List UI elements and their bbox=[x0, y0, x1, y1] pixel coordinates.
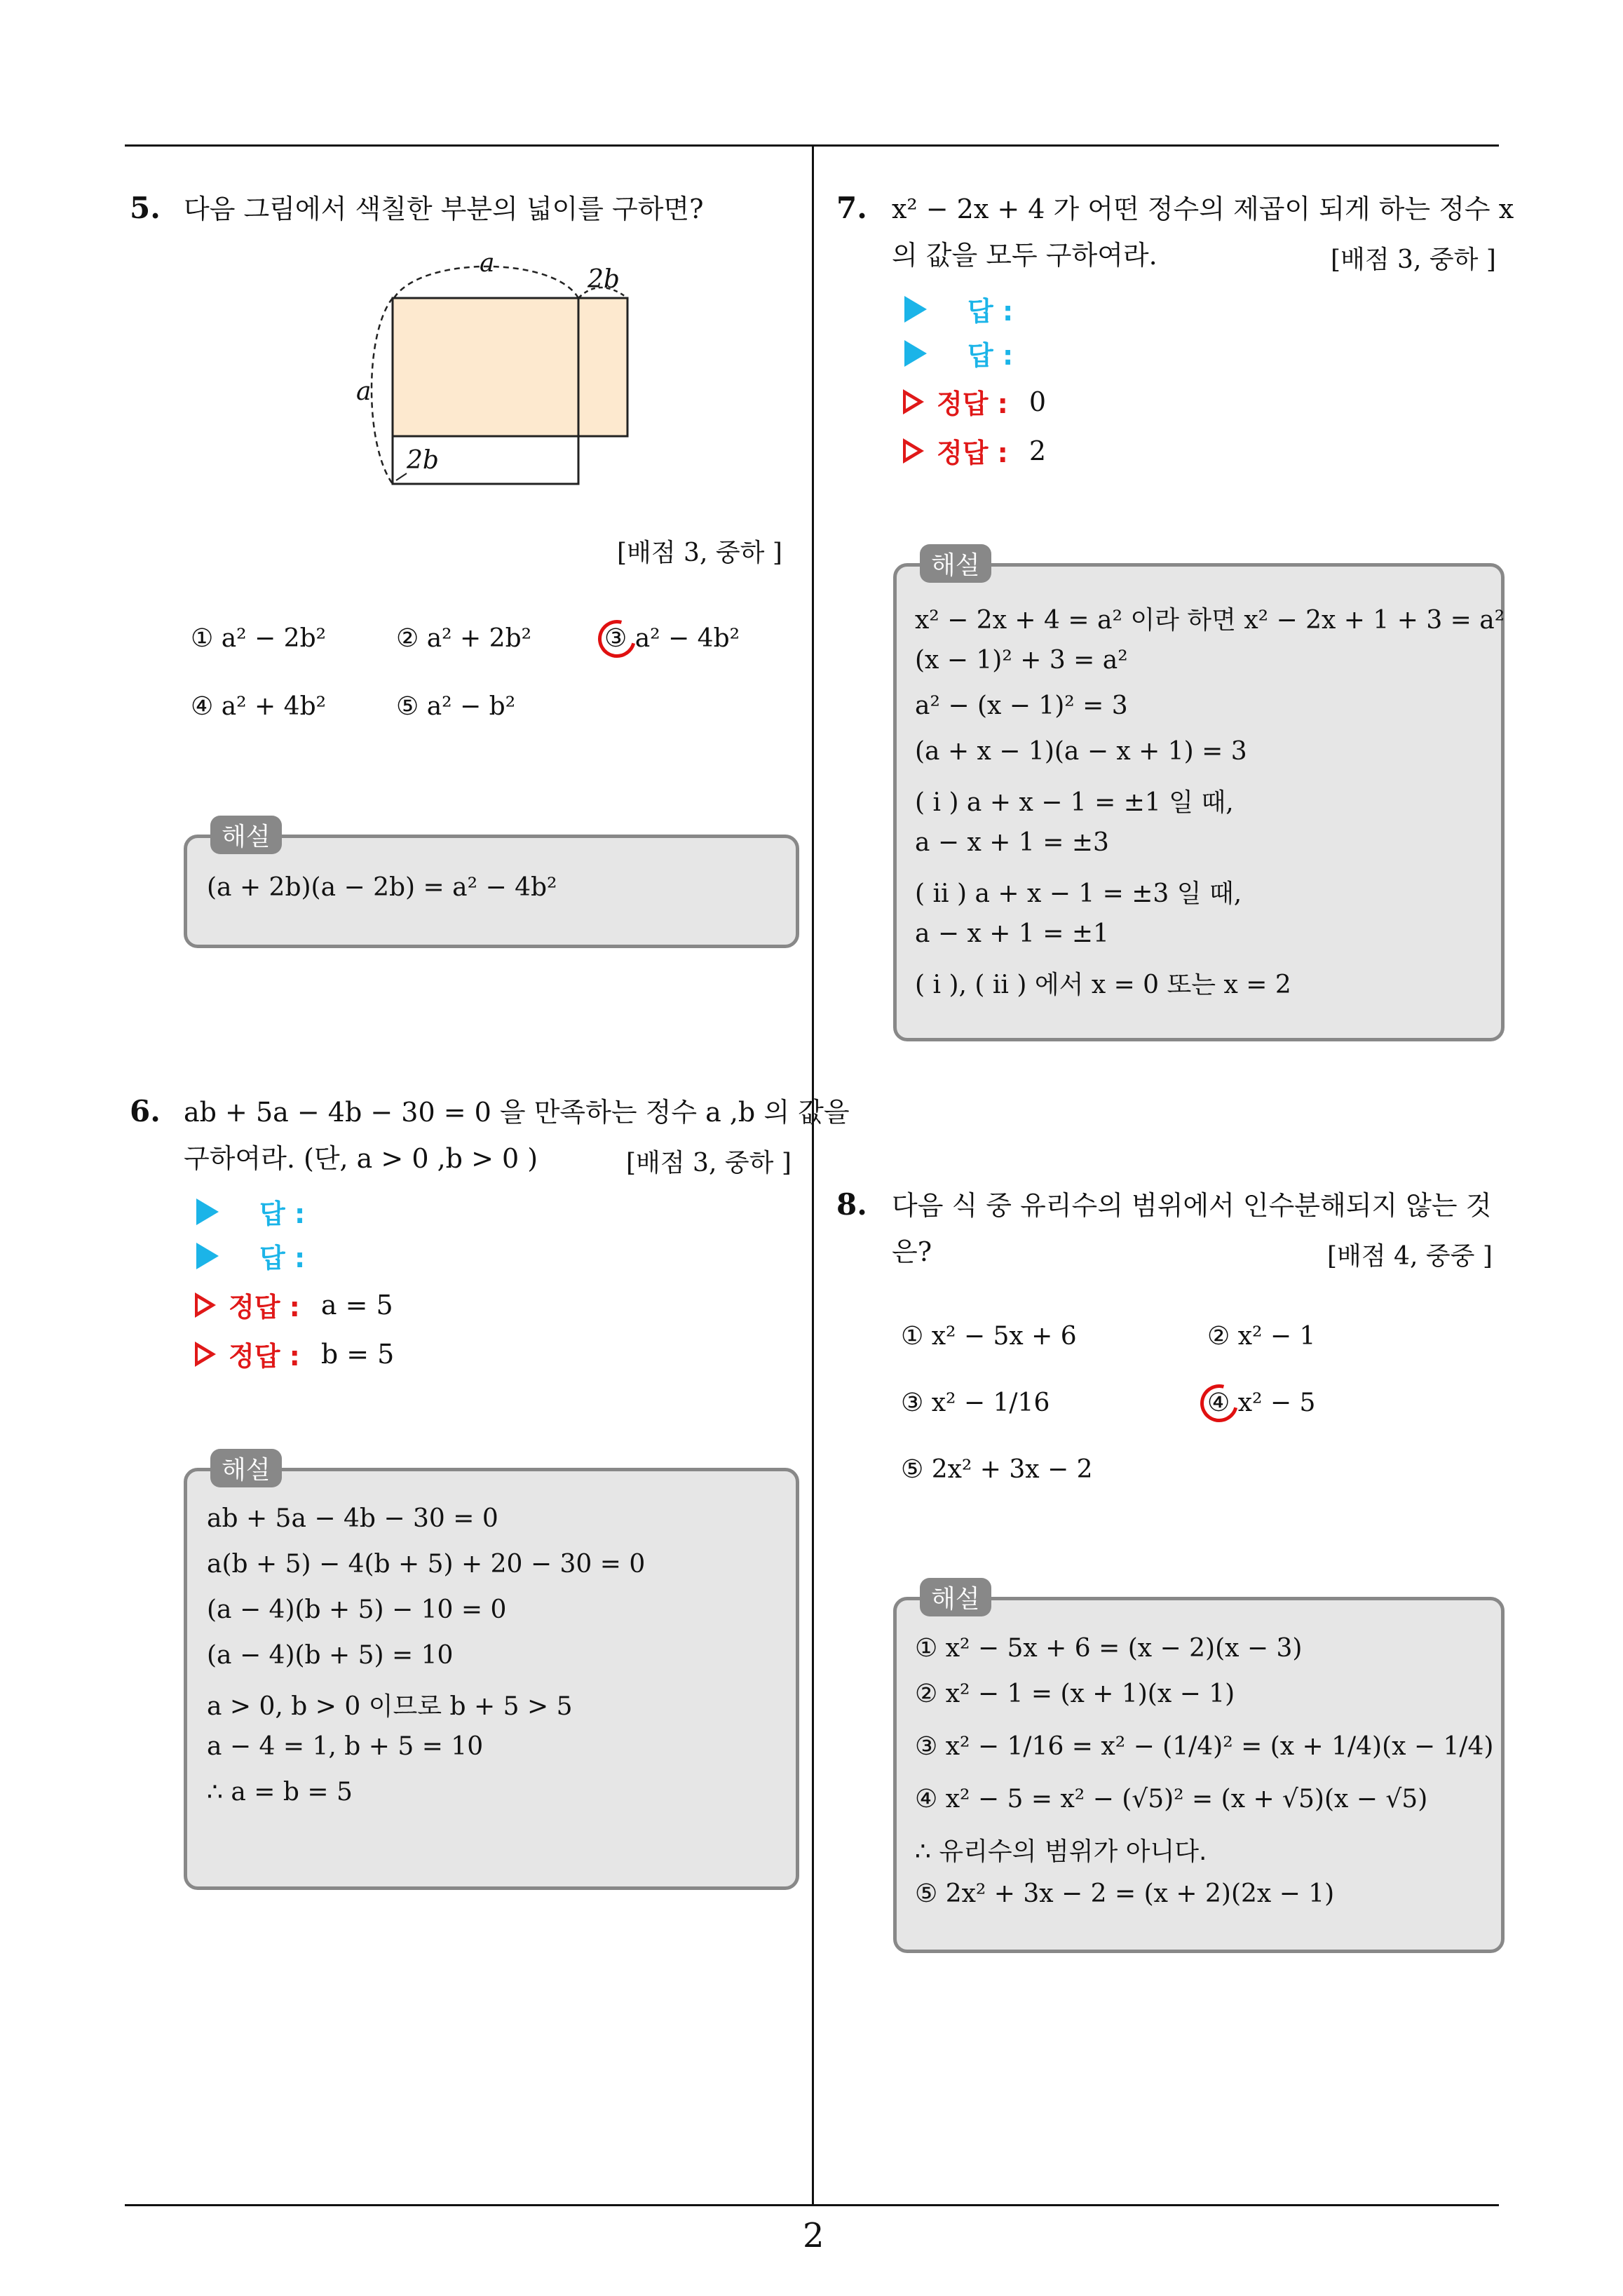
answer-label: 답 : bbox=[259, 1243, 306, 1274]
explanation-line: ③ x² − 1/16 = x² − (1/4)² = (x + 1/4)(x − 1/4) bbox=[915, 1732, 1494, 1761]
explanation-line: a − 4 = 1, b + 5 = 10 bbox=[207, 1732, 484, 1761]
option-5[interactable]: ⑤ a² − b² bbox=[396, 692, 516, 721]
answer-label: 답 : bbox=[967, 296, 1014, 327]
explanation-line: a > 0, b > 0 이므로 b + 5 > 5 bbox=[207, 1692, 573, 1721]
figure-label-left: a bbox=[356, 377, 372, 406]
question-text-line1: x² − 2x + 4 가 어떤 정수의 제곱이 되게 하는 정수 x bbox=[892, 194, 1514, 224]
explanation-line: ∴ 유리수의 범위가 아니다. bbox=[915, 1837, 1207, 1866]
correct-value: 0 bbox=[1028, 386, 1047, 417]
explanation-line: (a − 4)(b + 5) = 10 bbox=[207, 1641, 454, 1670]
answer-row-1[interactable] bbox=[196, 1192, 305, 1231]
explanation-label: 해설 bbox=[210, 1449, 282, 1487]
correct-row-1 bbox=[903, 382, 1046, 421]
figure-label-bottom: 2b bbox=[407, 446, 439, 475]
answer-row-2[interactable] bbox=[904, 334, 1013, 372]
explanation-label: 해설 bbox=[920, 544, 991, 583]
correct-value: 2 bbox=[1028, 435, 1047, 466]
play-icon bbox=[196, 1243, 219, 1269]
explanation-line: ( i ), ( ii ) 에서 x = 0 또는 x = 2 bbox=[915, 971, 1291, 999]
correct-value: b = 5 bbox=[320, 1338, 395, 1370]
explanation-line: ab + 5a − 4b − 30 = 0 bbox=[207, 1504, 498, 1533]
score-label: [배점 3, 중하 ] bbox=[1331, 245, 1496, 274]
correct-row-1 bbox=[195, 1285, 393, 1324]
explanation-line: (a − 4)(b + 5) − 10 = 0 bbox=[207, 1595, 507, 1624]
explanation-line: ( i ) a + x − 1 = ±1 일 때, bbox=[915, 788, 1234, 817]
play-icon bbox=[196, 1198, 219, 1225]
option-3[interactable]: ③ x² − 1/16 bbox=[901, 1389, 1050, 1417]
question-text: 다음 그림에서 색칠한 부분의 넓이를 구하면? bbox=[184, 194, 704, 224]
explanation-line: ( ii ) a + x − 1 = ±3 일 때, bbox=[915, 879, 1242, 908]
bottom-tick bbox=[396, 473, 407, 480]
outline-triangle-icon bbox=[903, 438, 924, 464]
question-number: 6. bbox=[130, 1094, 161, 1128]
shaded-region bbox=[393, 298, 627, 436]
explanation-line: a² − (x − 1)² = 3 bbox=[915, 691, 1128, 720]
option-5[interactable]: ⑤ 2x² + 3x − 2 bbox=[901, 1455, 1093, 1484]
explanation-line: (a + x − 1)(a − x + 1) = 3 bbox=[915, 737, 1247, 766]
left-brace bbox=[372, 298, 393, 484]
explanation-line: ⑤ 2x² + 3x − 2 = (x + 2)(2x − 1) bbox=[915, 1879, 1335, 1908]
correct-row-2 bbox=[903, 431, 1046, 470]
question-number: 8. bbox=[836, 1187, 867, 1222]
option-3[interactable]: ③ a² − 4b² bbox=[604, 624, 740, 653]
explanation-line: ① x² − 5x + 6 = (x − 2)(x − 3) bbox=[915, 1634, 1303, 1663]
play-icon bbox=[904, 296, 927, 323]
correct-label: 정답 : bbox=[229, 1341, 300, 1372]
column-divider bbox=[812, 144, 814, 2206]
page-number: 2 bbox=[803, 2216, 824, 2255]
correct-label: 정답 : bbox=[229, 1292, 300, 1323]
answer-row-2[interactable] bbox=[196, 1236, 305, 1275]
figure-label-top: a bbox=[480, 249, 495, 278]
option-2[interactable]: ② a² + 2b² bbox=[396, 624, 532, 653]
score-label: [배점 3, 중하 ] bbox=[626, 1149, 792, 1177]
figure-label-top-right: 2b bbox=[588, 265, 620, 294]
explanation-line: a − x + 1 = ±1 bbox=[915, 919, 1109, 948]
question-text-line2: 은? bbox=[892, 1236, 932, 1267]
explanation-line: ∴ a = b = 5 bbox=[207, 1778, 353, 1807]
outline-triangle-icon bbox=[195, 1342, 216, 1367]
explanation-line: ④ x² − 5 = x² − (√5)² = (x + √5)(x − √5) bbox=[915, 1785, 1428, 1814]
outline-triangle-icon bbox=[195, 1292, 216, 1318]
explanation-line: a − x + 1 = ±3 bbox=[915, 828, 1109, 857]
correct-label: 정답 : bbox=[937, 389, 1008, 419]
question-number: 7. bbox=[836, 191, 867, 225]
score-label: [배점 4, 중중 ] bbox=[1327, 1242, 1493, 1271]
explanation-label: 해설 bbox=[210, 816, 282, 854]
bottom-rule bbox=[125, 2204, 1499, 2206]
option-2[interactable]: ② x² − 1 bbox=[1207, 1322, 1316, 1351]
question-text-line1: ab + 5a − 4b − 30 = 0 을 만족하는 정수 a ,b 의 값을 bbox=[184, 1097, 850, 1128]
play-icon bbox=[904, 340, 927, 367]
correct-mark-circle bbox=[1193, 1377, 1245, 1429]
option-4[interactable]: ④ x² − 5 bbox=[1207, 1389, 1316, 1417]
correct-mark-circle bbox=[591, 613, 643, 665]
option-1[interactable]: ① a² − 2b² bbox=[191, 624, 327, 653]
option-4[interactable]: ④ a² + 4b² bbox=[191, 692, 327, 721]
explanation-line: ② x² − 1 = (x + 1)(x − 1) bbox=[915, 1680, 1235, 1708]
answer-label: 답 : bbox=[259, 1198, 306, 1229]
explanation-line: x² − 2x + 4 = a² 이라 하면 x² − 2x + 1 + 3 = a² bbox=[915, 606, 1505, 635]
correct-value: a = 5 bbox=[320, 1289, 393, 1321]
answer-label: 답 : bbox=[967, 340, 1014, 371]
explanation-line: (a + 2b)(a − 2b) = a² − 4b² bbox=[207, 873, 557, 902]
question-text-line2: 의 값을 모두 구하여라. bbox=[892, 240, 1157, 271]
outline-triangle-icon bbox=[903, 389, 924, 414]
explanation-line: a(b + 5) − 4(b + 5) + 20 − 30 = 0 bbox=[207, 1550, 646, 1579]
correct-label: 정답 : bbox=[937, 438, 1008, 468]
correct-row-2 bbox=[195, 1335, 394, 1373]
question-number: 5. bbox=[130, 191, 161, 225]
answer-row-1[interactable] bbox=[904, 290, 1013, 328]
option-1[interactable]: ① x² − 5x + 6 bbox=[901, 1322, 1077, 1351]
question-text-line1: 다음 식 중 유리수의 범위에서 인수분해되지 않는 것 bbox=[892, 1190, 1492, 1221]
question-text-line2: 구하여라. (단, a > 0 ,b > 0 ) bbox=[184, 1143, 538, 1174]
score-label: [배점 3, 중하 ] bbox=[617, 539, 782, 567]
explanation-label: 해설 bbox=[920, 1578, 991, 1616]
explanation-line: (x − 1)² + 3 = a² bbox=[915, 646, 1128, 675]
